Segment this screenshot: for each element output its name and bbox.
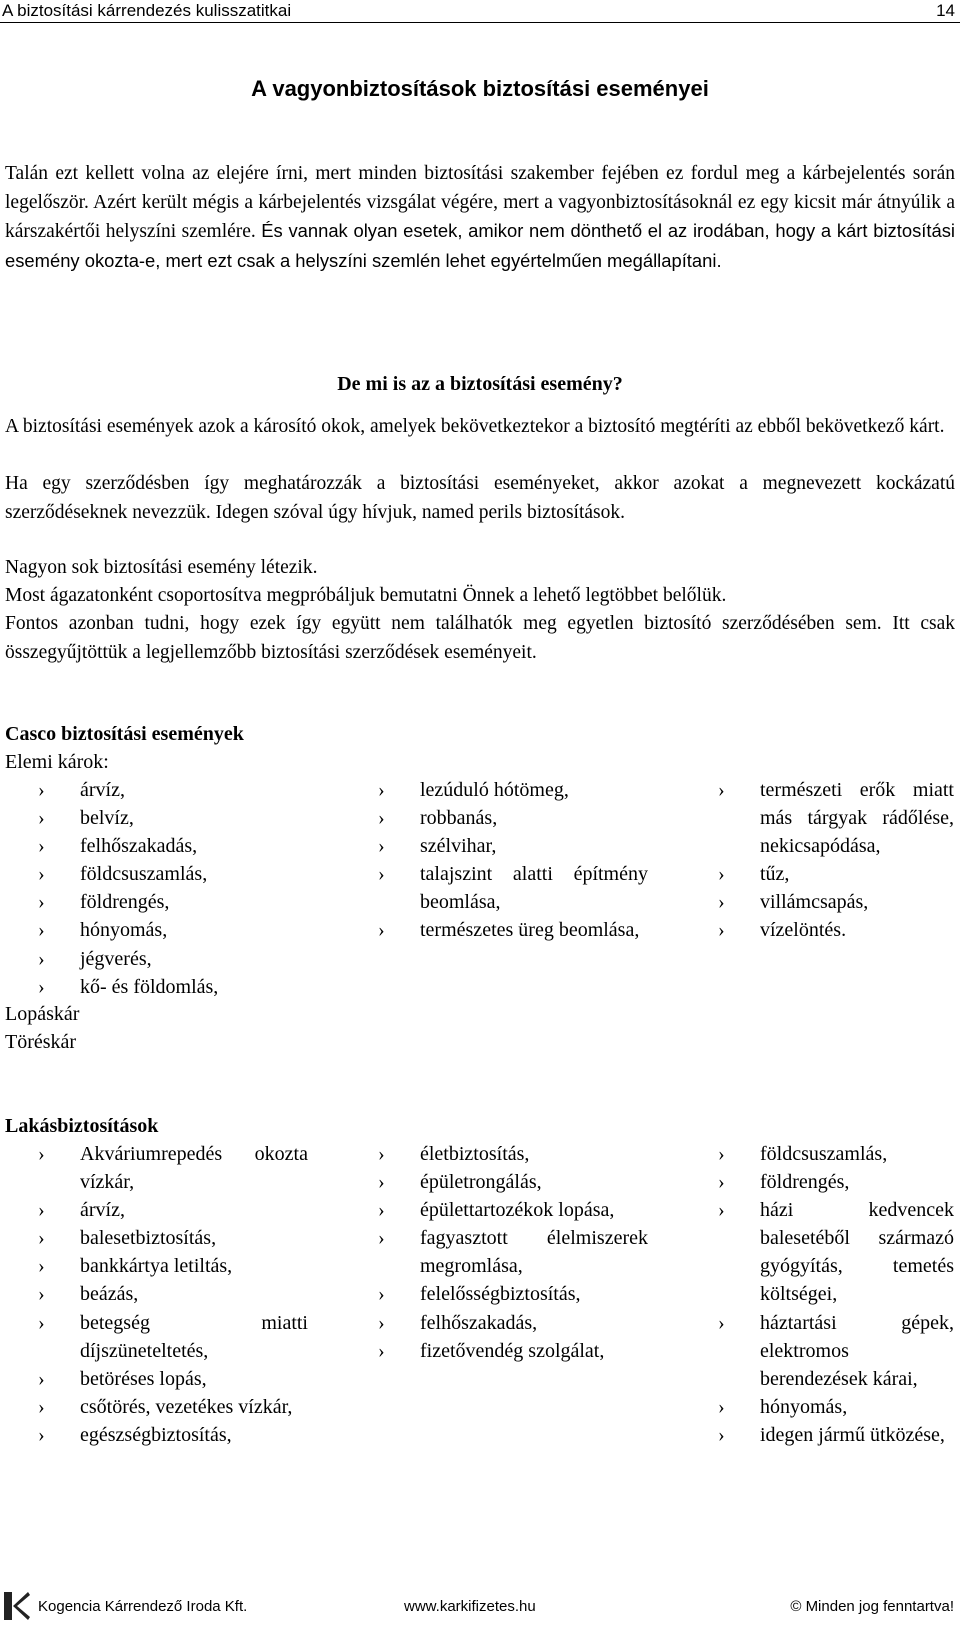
list-item-text: tűz, xyxy=(760,863,790,886)
list-item-text: hónyomás, xyxy=(80,919,168,942)
company-logo-icon xyxy=(4,1592,30,1620)
list-item-text: házi kedvencek balesetéből származó gyógyítás, temetés költségei, xyxy=(760,1199,954,1306)
bullet-chevron-icon: › xyxy=(38,1367,45,1390)
bullet-chevron-icon: › xyxy=(718,1199,725,1222)
header-doc-title: A biztosítási kárrendezés kulisszatitkai xyxy=(2,1,292,20)
bullet-chevron-icon: › xyxy=(38,807,45,830)
list-item xyxy=(378,1168,648,1196)
list-item xyxy=(378,916,648,944)
bullet-chevron-icon: › xyxy=(38,1227,45,1250)
lakas-title: Lakásbiztosítások xyxy=(5,1115,159,1137)
bullet-chevron-icon: › xyxy=(38,891,45,914)
list-item-text: életbiztosítás, xyxy=(420,1143,530,1165)
list-item-text: épületrongálás, xyxy=(420,1171,542,1194)
list-item-text: balesetbiztosítás, xyxy=(80,1227,217,1250)
list-item xyxy=(378,804,648,832)
lakas-col-3 xyxy=(718,1140,954,1449)
bullet-chevron-icon: › xyxy=(718,1171,725,1194)
bullet-chevron-icon: › xyxy=(378,1199,385,1222)
bullet-chevron-icon: › xyxy=(38,1255,45,1278)
list-item xyxy=(378,832,648,860)
list-item-text: idegen jármű ütközése, xyxy=(760,1423,945,1446)
footer-website[interactable]: www.karkifizetes.hu xyxy=(404,1598,536,1615)
intro-serif-text: Talán ezt kellett volna az elejére írni, mert minden biztosítási szakember fejében ez fordul meg a kárbejelentés során legelőször. Azért került mégis a kárbejelentés vizsgálat végére, mert a vagyonbiztosításoknál ez egy kicsit már átnyúlik a kárszakértői helyszíni szemlére. xyxy=(5,163,955,243)
list-item xyxy=(38,1196,308,1224)
list-item xyxy=(718,1168,954,1196)
header-page-number: 14 xyxy=(936,1,955,20)
bullet-chevron-icon: › xyxy=(378,1171,385,1194)
list-item xyxy=(718,888,954,916)
list-item-text: felhőszakadás, xyxy=(80,835,198,858)
intro-sans-text: És vannak olyan esetek, amikor nem dönthető el az irodában, hogy a kárt biztosítási esemény okozta-e, mert ezt csak a helyszíni szemlén lehet egyértelműen megállapítani. xyxy=(5,220,955,271)
overview-paragraph-3: Fontos azonban tudni, hogy ezek így együtt nem találhatók meg egyetlen biztosító szerződésében sem. Itt csak összegyűjtöttük a legjellemzőbb biztosítási szerződések eseményeit. xyxy=(5,613,955,663)
list-item-text: robbanás, xyxy=(420,807,498,830)
list-item xyxy=(38,888,308,916)
casco-col-3 xyxy=(718,776,954,945)
list-item-text: fizetővendég szolgálat, xyxy=(420,1339,605,1362)
list-item-text: fagyasztott élelmiszerek megromlása, xyxy=(420,1227,648,1278)
subheading: De mi is az a biztosítási esemény? xyxy=(337,373,623,395)
list-item xyxy=(38,1421,308,1449)
list-item-text: földrengés, xyxy=(760,1171,850,1194)
bullet-chevron-icon: › xyxy=(378,863,385,886)
list-item-text: háztartási gépek, elektromos berendezések kárai, xyxy=(760,1311,954,1390)
list-item-text: hónyomás, xyxy=(760,1395,848,1418)
lakas-col-1 xyxy=(38,1140,308,1449)
list-item-text: árvíz, xyxy=(80,779,125,801)
bullet-chevron-icon: › xyxy=(378,1143,385,1165)
bullet-chevron-icon: › xyxy=(718,863,725,886)
list-item xyxy=(38,1252,308,1280)
casco-col-2 xyxy=(378,776,648,945)
list-item xyxy=(38,804,308,832)
overview-paragraph-1: Nagyon sok biztosítási esemény létezik. xyxy=(5,557,318,578)
list-item xyxy=(38,1393,308,1421)
bullet-chevron-icon: › xyxy=(378,1311,385,1334)
list-item-text: bankkártya letiltás, xyxy=(80,1255,233,1278)
list-item-text: talajszint alatti építmény beomlása, xyxy=(420,863,648,914)
bullet-chevron-icon: › xyxy=(38,1395,45,1418)
bullet-chevron-icon: › xyxy=(378,1339,385,1362)
list-item-text: egészségbiztosítás, xyxy=(80,1423,232,1446)
bullet-chevron-icon: › xyxy=(378,807,385,830)
list-item xyxy=(378,776,648,804)
list-item xyxy=(378,860,648,916)
list-item-text: Akváriumrepedés okozta vízkár, xyxy=(80,1143,308,1194)
definition-paragraph-1: A biztosítási események azok a károsító okok, amelyek bekövetkeztekor a biztosító megtéríti az ebből bekövetkező kárt. xyxy=(5,416,945,437)
bullet-chevron-icon: › xyxy=(38,1143,45,1165)
bullet-chevron-icon: › xyxy=(718,779,725,801)
casco-extra-lopaskar: Lopáskár xyxy=(5,1003,80,1025)
bullet-chevron-icon: › xyxy=(378,919,385,942)
list-item-text: betegség miatti díjszüneteltetés, xyxy=(80,1311,308,1362)
list-item xyxy=(378,1140,648,1168)
bullet-chevron-icon: › xyxy=(38,1311,45,1334)
list-item xyxy=(38,1365,308,1393)
list-item xyxy=(38,945,308,973)
list-item xyxy=(38,860,308,888)
overview-paragraph-2: Most ágazatonként csoportosítva megpróbáljuk bemutatni Önnek a lehető legtöbbet belőlük. xyxy=(5,585,727,606)
list-item-text: földrengés, xyxy=(80,891,170,914)
list-item xyxy=(38,1140,308,1196)
bullet-chevron-icon: › xyxy=(38,835,45,858)
list-item-text: csőtörés, vezetékes vízkár, xyxy=(80,1395,293,1418)
bullet-chevron-icon: › xyxy=(38,1423,45,1446)
bullet-chevron-icon: › xyxy=(38,1283,45,1306)
list-item-text: lezúduló hótömeg, xyxy=(420,779,569,801)
list-item-text: betöréses lopás, xyxy=(80,1367,207,1390)
list-item xyxy=(378,1337,648,1365)
casco-title: Casco biztosítási események xyxy=(5,723,244,745)
list-item-text: kő- és földomlás, xyxy=(80,975,219,998)
list-item xyxy=(378,1196,648,1224)
casco-subtitle: Elemi károk: xyxy=(5,751,109,773)
list-item xyxy=(38,973,308,1001)
list-item xyxy=(718,916,954,944)
list-item-text: felhőszakadás, xyxy=(420,1311,538,1334)
list-item xyxy=(718,1309,954,1393)
bullet-chevron-icon: › xyxy=(38,779,45,801)
list-item xyxy=(718,1140,954,1168)
list-item xyxy=(718,1196,954,1308)
bullet-chevron-icon: › xyxy=(38,975,45,998)
list-item xyxy=(38,1280,308,1308)
list-item-text: jégverés, xyxy=(80,947,152,970)
list-item xyxy=(718,860,954,888)
list-item-text: földcsuszamlás, xyxy=(760,1143,888,1165)
bullet-chevron-icon: › xyxy=(378,1227,385,1250)
bullet-chevron-icon: › xyxy=(38,947,45,970)
list-item xyxy=(378,1224,648,1280)
bullet-chevron-icon: › xyxy=(378,835,385,858)
list-item-text: felelősségbiztosítás, xyxy=(420,1283,581,1306)
list-item xyxy=(718,776,954,860)
list-item xyxy=(38,776,308,804)
footer-rights: © Minden jog fenntartva! xyxy=(790,1598,954,1615)
list-item xyxy=(718,1421,954,1449)
list-item-text: természetes üreg beomlása, xyxy=(420,919,640,942)
bullet-chevron-icon: › xyxy=(38,1199,45,1222)
bullet-chevron-icon: › xyxy=(378,1283,385,1306)
list-item xyxy=(38,916,308,944)
bullet-chevron-icon: › xyxy=(718,891,725,914)
lakas-col-2 xyxy=(378,1140,648,1365)
page-title: A vagyonbiztosítások biztosítási eseményei xyxy=(251,76,709,101)
list-item-text: természeti erők miatt más tárgyak rádőlése, nekicsapódása, xyxy=(760,779,954,858)
bullet-chevron-icon: › xyxy=(38,863,45,886)
bullet-chevron-icon: › xyxy=(718,1423,725,1446)
intro-paragraph xyxy=(5,160,955,276)
list-item-text: árvíz, xyxy=(80,1199,125,1222)
casco-col-1 xyxy=(38,776,308,1001)
list-item xyxy=(38,1309,308,1365)
list-item xyxy=(378,1309,648,1337)
list-item-text: szélvihar, xyxy=(420,835,497,858)
list-item xyxy=(38,832,308,860)
list-item xyxy=(38,1224,308,1252)
list-item xyxy=(718,1393,954,1421)
casco-extra-toreskar: Töréskár xyxy=(5,1031,77,1053)
bullet-chevron-icon: › xyxy=(718,1395,725,1418)
definition-paragraph-2: Ha egy szerződésben így meghatározzák a biztosítási eseményeket, akkor azokat a megnevezett kockázatú szerződéseknek nevezzük. Idegen szóval úgy hívjuk, named perils biztosítások. xyxy=(5,473,955,523)
list-item xyxy=(378,1280,648,1308)
list-item-text: földcsuszamlás, xyxy=(80,863,208,886)
list-item-text: beázás, xyxy=(80,1283,139,1306)
list-item-text: villámcsapás, xyxy=(760,891,869,914)
list-item-text: belvíz, xyxy=(80,807,134,830)
list-item-text: épülettartozékok lopása, xyxy=(420,1199,615,1222)
bullet-chevron-icon: › xyxy=(38,919,45,942)
bullet-chevron-icon: › xyxy=(718,1143,725,1165)
bullet-chevron-icon: › xyxy=(378,779,385,801)
list-item-text: vízelöntés. xyxy=(760,919,847,942)
footer-company: Kogencia Kárrendező Iroda Kft. xyxy=(38,1598,248,1615)
bullet-chevron-icon: › xyxy=(718,919,725,942)
page-header xyxy=(0,0,960,23)
bullet-chevron-icon: › xyxy=(718,1311,725,1334)
